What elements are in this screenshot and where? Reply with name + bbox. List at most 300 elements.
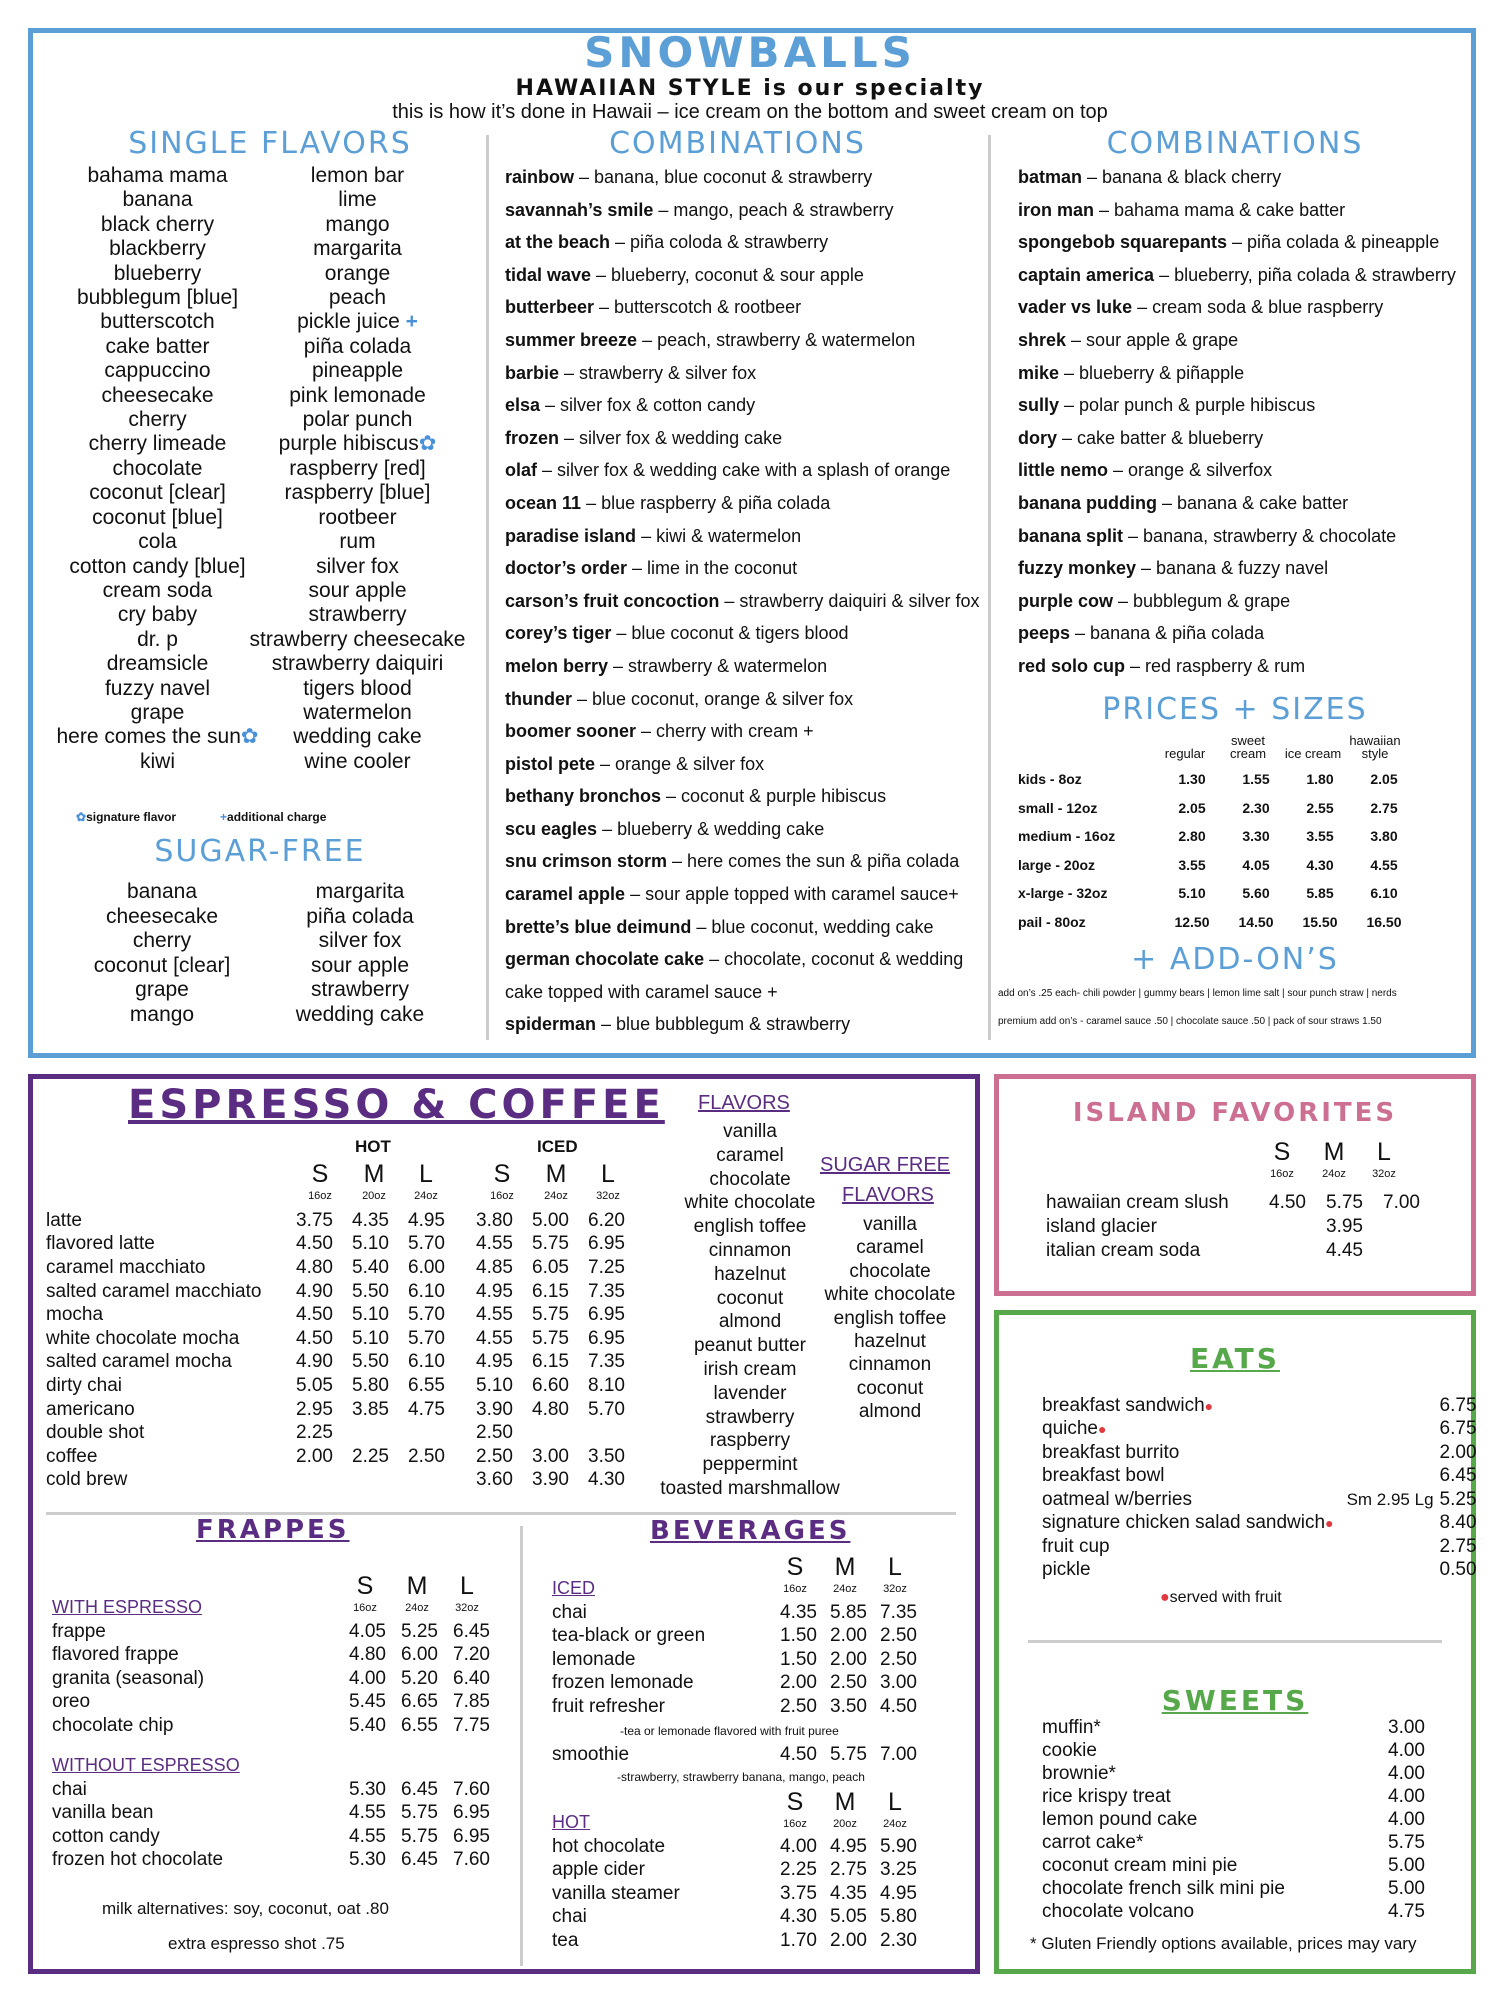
combo-name: batman [1018, 167, 1083, 187]
price: 4.30 [780, 1906, 817, 1928]
combo-name: savannah’s smile [505, 199, 654, 220]
menu-row [552, 1906, 930, 1930]
flavor-item-label: tigers blood [303, 676, 412, 700]
size-oz: 24oz [544, 1190, 568, 1202]
sf-flavor-item: english toffee [833, 1307, 947, 1329]
item-name: muffin* [1042, 1716, 1101, 1738]
menu-row [52, 1691, 505, 1715]
combo-item [505, 194, 979, 227]
price: 5.85 [830, 1601, 867, 1623]
item-name: hawaiian cream slush [1046, 1192, 1229, 1213]
item-name: cotton candy [52, 1825, 160, 1847]
price-iced: 5.75 [532, 1233, 569, 1255]
flavor-item-label: lemon bar [310, 164, 405, 187]
combo-item [505, 911, 979, 944]
combo-name: german chocolate cake [505, 949, 705, 970]
combo-desc: cake topped with caramel sauce + [505, 981, 778, 1002]
snowball-divider-1 [486, 135, 489, 1040]
combo-name: corey’s tiger [505, 623, 612, 644]
hot-header: HOT [355, 1137, 391, 1156]
sweets-row [1042, 1877, 1425, 1900]
combo-desc: – blue bubblegum & strawberry [596, 1014, 851, 1035]
price: 6.55 [401, 1714, 438, 1736]
flavor-item [55, 432, 260, 456]
sugarfree-item-label: wedding cake [295, 1002, 425, 1026]
price-hot: 4.80 [296, 1256, 333, 1278]
price-value: 3.30 [1242, 828, 1270, 845]
combo-desc: – sour apple topped with caramel sauce+ [625, 884, 959, 905]
flavor-item [240, 310, 475, 334]
flavor-item [240, 506, 475, 530]
sugarfree-item [62, 1003, 262, 1028]
flavor-item-label: cake batter [105, 334, 210, 358]
price-hot [296, 1469, 352, 1493]
flavor-item [55, 530, 260, 554]
price-iced: 5.00 [532, 1209, 569, 1231]
price: 1.70 [780, 1929, 817, 1951]
item-extra [1334, 1559, 1440, 1583]
item-price: 6.45 [1439, 1465, 1477, 1487]
price-hot: 4.90 [296, 1351, 333, 1373]
size-label: L [419, 1160, 433, 1188]
combo-item [505, 878, 979, 911]
espresso-row [46, 1445, 644, 1469]
price-row [1018, 908, 1416, 937]
combo-item [505, 259, 979, 292]
espresso-row [46, 1256, 644, 1280]
price-iced: 7.35 [588, 1351, 625, 1373]
item-price: 4.75 [1388, 1900, 1425, 1922]
menu-row [552, 1929, 930, 1953]
flavor-item-label: wedding cake [293, 725, 422, 749]
combo-desc: – banana & cake batter [1157, 492, 1349, 513]
espresso-row [46, 1327, 644, 1351]
flavor-item-label: grape [130, 700, 185, 724]
addons-header: + ADD-ON’S [1131, 942, 1339, 977]
menu-row [1046, 1191, 1440, 1215]
combo-item [1018, 520, 1456, 553]
combo-name: scu eagles [505, 818, 598, 839]
size-oz: 24oz [883, 1818, 907, 1830]
sweets-row [1042, 1785, 1425, 1808]
eats-table [1042, 1394, 1477, 1582]
sf-flavor-item: chocolate [849, 1260, 931, 1282]
combo-name: iron man [1018, 199, 1095, 220]
price-hot: 5.10 [352, 1304, 389, 1326]
espresso-row [46, 1469, 644, 1493]
sweets-row [1042, 1716, 1425, 1739]
item-extra [1334, 1535, 1440, 1559]
combo-desc: – banana, blue coconut & strawberry [574, 167, 873, 187]
size-oz: 24oz [1322, 1168, 1346, 1180]
menu-row [552, 1601, 930, 1625]
item-name: oreo [52, 1691, 91, 1713]
flavor-item-label: pineapple [311, 359, 404, 383]
flavor-item [240, 432, 475, 456]
price-iced: 7.25 [588, 1256, 625, 1278]
price-hot: 5.70 [408, 1233, 445, 1255]
combo-item [505, 943, 979, 976]
combo-item [1018, 650, 1456, 683]
spacer [464, 1256, 476, 1280]
flavor-item [55, 408, 260, 432]
item-extra [1334, 1512, 1440, 1536]
item-extra [1334, 1465, 1440, 1489]
flavor-item-label: strawberry daiquiri [271, 652, 444, 676]
sugarfree-item-label: coconut [clear] [93, 953, 231, 977]
combo-item [505, 845, 979, 878]
price: 7.20 [453, 1644, 490, 1666]
size-label: S [1273, 1138, 1291, 1166]
combo-desc: – blue coconut, wedding cake [691, 916, 934, 937]
flavor-item-label: pickle juice [297, 310, 400, 334]
price: 5.75 [1326, 1192, 1363, 1213]
item-label: oatmeal w/berries [1042, 1488, 1192, 1510]
flower-icon: ✿ [240, 725, 259, 749]
price: 5.05 [830, 1906, 867, 1928]
apple-icon: ● [1160, 1589, 1170, 1606]
price: 2.75 [830, 1859, 867, 1881]
flavor-item-label: dreamsicle [106, 652, 209, 676]
flavor-item-label: purple hibiscus [278, 432, 419, 456]
price: 7.75 [453, 1714, 490, 1736]
fruit-note: ●served with fruit [1160, 1589, 1282, 1606]
flavor-item-label: bahama mama [87, 164, 228, 187]
flavor-item-label: pink lemonade [289, 383, 426, 407]
flavor-item [240, 359, 475, 383]
price-hot [408, 1421, 464, 1445]
price-value: 6.10 [1370, 885, 1398, 902]
price: 4.95 [880, 1882, 917, 1904]
price-value: 2.05 [1178, 799, 1206, 816]
combo-desc: – blue raspberry & piña colada [581, 492, 831, 513]
sugarfree-item-label: cherry [132, 929, 192, 953]
flavor-item: coconut [716, 1287, 784, 1309]
single-flavors-col2 [240, 164, 475, 774]
flavor-item-label: cherry [128, 408, 187, 432]
eats-row [1042, 1488, 1477, 1512]
combo-item [505, 748, 979, 781]
combo-desc: – piña colada & pineapple [1227, 232, 1440, 253]
combo-item [1018, 617, 1456, 650]
sugarfree-item [62, 978, 262, 1003]
price-value: 1.30 [1178, 771, 1206, 788]
combo-desc: – lime in the coconut [627, 558, 798, 579]
price: 2.00 [830, 1648, 867, 1670]
spacer [464, 1303, 476, 1327]
price-value: 4.05 [1242, 856, 1270, 873]
spacer [464, 1233, 476, 1257]
sugarfree-item [260, 880, 460, 905]
combo-name: ocean 11 [505, 492, 582, 513]
flavor-item-label: dr. p [137, 627, 178, 651]
size-label: S [356, 1572, 374, 1600]
size-label: L [1377, 1138, 1391, 1166]
price: 1.50 [780, 1648, 817, 1670]
item-name [1042, 1441, 1334, 1465]
price-value: 3.80 [1370, 828, 1398, 845]
price: 4.50 [780, 1743, 817, 1765]
menu-row [52, 1644, 505, 1668]
price: 5.25 [401, 1620, 438, 1642]
eats-row [1042, 1535, 1477, 1559]
menu-row [552, 1882, 930, 1906]
item-price: 3.00 [1388, 1716, 1425, 1738]
combo-desc: – blueberry & wedding cake [597, 818, 825, 839]
menu-row [552, 1695, 930, 1719]
item-label: pickle [1042, 1559, 1091, 1581]
price-iced: 6.15 [532, 1351, 569, 1373]
flavor-item: cinnamon [708, 1239, 792, 1261]
combo-item [505, 813, 979, 846]
price-col-header: ice cream [1284, 746, 1342, 761]
size-label: M [834, 1788, 856, 1816]
item-name: chocolate volcano [1042, 1900, 1195, 1922]
item-name: lemon pound cake [1042, 1808, 1198, 1830]
combo-name: tidal wave [505, 264, 592, 285]
sugarfree-item-label: strawberry [310, 978, 410, 1002]
price-row [1018, 822, 1416, 851]
price-hot: 3.75 [296, 1209, 333, 1231]
plus-icon: + [399, 310, 418, 334]
smoothie-row [552, 1743, 930, 1767]
sweets-row [1042, 1808, 1425, 1831]
item-name: italian cream soda [1046, 1240, 1201, 1261]
item-name: chocolate chip [52, 1714, 174, 1736]
price: 7.00 [880, 1743, 917, 1765]
item-price: 4.00 [1388, 1739, 1425, 1761]
price-hot: 5.70 [408, 1304, 445, 1326]
price-iced: 3.00 [532, 1445, 569, 1467]
espresso-title: ESPRESSO & COFFEE [128, 1082, 665, 1128]
combo-name: melon berry [505, 655, 609, 676]
flavor-item-label: orange [324, 261, 391, 285]
price: 5.40 [349, 1714, 386, 1736]
price: 2.50 [780, 1695, 817, 1717]
flavor-item-label: coconut [clear] [89, 481, 226, 505]
beverage-size-headers [775, 1553, 955, 1598]
combo-desc: – cake batter & blueberry [1057, 427, 1264, 448]
price: 4.95 [830, 1835, 867, 1857]
item-name: hot chocolate [552, 1835, 666, 1857]
flavor-item: strawberry [705, 1406, 795, 1428]
island-title: ISLAND FAVORITES [1072, 1098, 1398, 1128]
frappe-size-headers [345, 1572, 525, 1617]
espresso-row [46, 1280, 644, 1304]
combo-item [505, 683, 979, 716]
price-iced: 3.60 [476, 1469, 513, 1491]
combo-item [1018, 454, 1456, 487]
combo-desc: – banana & fuzzy navel [1136, 558, 1329, 579]
combo-item [1018, 552, 1456, 585]
combo-name: bethany bronchos [505, 786, 662, 807]
item-name: latte [46, 1209, 82, 1231]
combo-item [1018, 324, 1456, 357]
price-value: 4.55 [1370, 856, 1398, 873]
sf-flavor-item: hazelnut [854, 1331, 926, 1353]
price-iced: 2.50 [476, 1445, 513, 1467]
price-iced: 6.60 [532, 1374, 569, 1396]
price: 4.55 [349, 1802, 386, 1824]
item-name [1042, 1535, 1334, 1559]
item-price: 4.00 [1388, 1762, 1425, 1784]
price-value: 1.55 [1242, 771, 1270, 788]
size-oz: 16oz [308, 1190, 332, 1202]
combo-item [1018, 226, 1456, 259]
combo-name: snu crimson storm [505, 851, 668, 872]
flavor-item [240, 481, 475, 505]
item-name [1042, 1512, 1334, 1536]
menu-row [552, 1743, 930, 1767]
size-label: S [311, 1160, 329, 1188]
item-name [1042, 1465, 1334, 1489]
sugarfree-item-label: banana [126, 880, 198, 903]
item-name: fruit refresher [552, 1695, 665, 1717]
price-value: 2.80 [1178, 828, 1206, 845]
single-flavors-header: SINGLE FLAVORS [128, 126, 412, 161]
price-iced: 3.90 [532, 1469, 569, 1491]
eats-title: EATS [1190, 1342, 1280, 1375]
price-hot: 2.95 [296, 1398, 333, 1420]
size-label: L [888, 1553, 902, 1581]
price-iced: 6.05 [532, 1256, 569, 1278]
combo-item [1018, 161, 1456, 194]
sf-flavors-header-1: SUGAR FREE [820, 1154, 951, 1176]
combo-name: carson’s fruit concoction [505, 590, 720, 611]
item-price: 5.00 [1388, 1877, 1425, 1899]
menu-row [52, 1825, 505, 1849]
size-oz: 24oz [833, 1583, 857, 1595]
item-label: breakfast bowl [1042, 1465, 1165, 1487]
iced-header: ICED [537, 1137, 578, 1156]
price: 2.50 [880, 1648, 917, 1670]
price: 4.50 [1269, 1192, 1306, 1213]
flavor-item [240, 652, 475, 676]
flavor-item [55, 725, 260, 749]
combo-name: banana split [1018, 525, 1124, 546]
item-name: white chocolate mocha [46, 1327, 240, 1349]
price: 3.00 [880, 1672, 917, 1694]
size-oz: 32oz [1372, 1168, 1396, 1180]
menu-row [52, 1714, 505, 1738]
additional-legend: +additional charge [220, 810, 327, 824]
flavor-item-label: bubblegum [blue] [76, 286, 239, 310]
espresso-row [46, 1421, 644, 1445]
flavor-item [55, 603, 260, 627]
combo-name: elsa [505, 395, 541, 416]
item-price: 2.75 [1439, 1535, 1477, 1557]
sweets-row [1042, 1762, 1425, 1785]
flavor-item [240, 335, 475, 359]
combo-item [1018, 357, 1456, 390]
sugarfree-item [62, 905, 262, 930]
price-hot: 5.40 [352, 1256, 389, 1278]
size-oz: 32oz [596, 1190, 620, 1202]
combo-item [505, 422, 979, 455]
combo-name: sully [1018, 395, 1060, 416]
espresso-row [46, 1398, 644, 1422]
price-size: small - 12oz [1018, 799, 1098, 816]
sugarfree-col1 [62, 880, 262, 1028]
item-name: chocolate french silk mini pie [1042, 1877, 1285, 1899]
combo-name: mike [1018, 362, 1060, 383]
item-name: coffee [46, 1445, 98, 1467]
item-name [1042, 1559, 1334, 1583]
combo-item [1018, 585, 1456, 618]
price-iced: 3.50 [588, 1445, 625, 1467]
size-label: L [460, 1572, 474, 1600]
price-value: 16.50 [1366, 913, 1402, 930]
sf-flavor-item: almond [858, 1401, 922, 1423]
menu-row [52, 1667, 505, 1691]
prices-table [1018, 765, 1416, 936]
combo-desc: – bahama mama & cake batter [1094, 199, 1346, 220]
flavor-item [240, 286, 475, 310]
price-hot: 4.50 [296, 1233, 333, 1255]
combo-name: spongebob squarepants [1018, 232, 1228, 253]
flavor-item: hazelnut [714, 1263, 786, 1285]
price: 2.50 [830, 1672, 867, 1694]
flavor-item [240, 164, 475, 188]
flavor-item [55, 213, 260, 237]
price-iced: 4.55 [476, 1304, 513, 1326]
flavor-item [55, 677, 260, 701]
price-iced [588, 1421, 644, 1445]
sugarfree-item-label: cheesecake [105, 904, 219, 928]
item-label: fruit cup [1042, 1535, 1110, 1557]
price: 6.45 [401, 1849, 438, 1871]
apple-icon: ● [1098, 1421, 1107, 1438]
price-hot: 5.80 [352, 1374, 389, 1396]
item-name: island glacier [1046, 1216, 1157, 1237]
sugarfree-item-label: piña colada [306, 904, 414, 928]
price: 4.00 [349, 1667, 386, 1689]
combo-item [505, 552, 979, 585]
size-oz: 24oz [405, 1602, 429, 1614]
price-hot: 4.50 [296, 1327, 333, 1349]
spacer [464, 1445, 476, 1469]
flavor-item: peppermint [702, 1454, 798, 1476]
item-name: flavored frappe [52, 1644, 179, 1666]
price-hot: 2.50 [408, 1445, 445, 1467]
sweets-row [1042, 1739, 1425, 1762]
price-value: 2.55 [1306, 799, 1334, 816]
price-hot: 3.85 [352, 1398, 389, 1420]
combo-name: red solo cup [1018, 655, 1126, 676]
signature-legend: ✿signature flavor [76, 810, 177, 824]
combo-desc: – red raspberry & rum [1125, 655, 1306, 676]
combo-name: barbie [505, 362, 560, 383]
combo-item [505, 357, 979, 390]
combinations-header-2: COMBINATIONS [1106, 126, 1364, 161]
spacer [464, 1327, 476, 1351]
size-label: S [786, 1553, 804, 1581]
flavor-item [55, 188, 260, 212]
combo-desc: – strawberry & watermelon [608, 655, 828, 676]
espresso-row [46, 1233, 644, 1257]
sugarfree-item-label: margarita [315, 880, 405, 903]
combo-name: olaf [505, 460, 538, 481]
flavor-item-label: wine cooler [304, 749, 411, 773]
refresher-note: -tea or lemonade flavored with fruit puree [620, 1724, 839, 1738]
sugarfree-item-label: silver fox [318, 929, 402, 953]
price: 7.35 [880, 1601, 917, 1623]
sf-flavor-item: coconut [856, 1377, 924, 1399]
flavor-item-label: cherry limeade [88, 432, 227, 456]
flavor-item-label: raspberry [red] [289, 456, 426, 480]
price-hot: 4.95 [408, 1209, 445, 1231]
price-hot: 6.55 [408, 1374, 445, 1396]
